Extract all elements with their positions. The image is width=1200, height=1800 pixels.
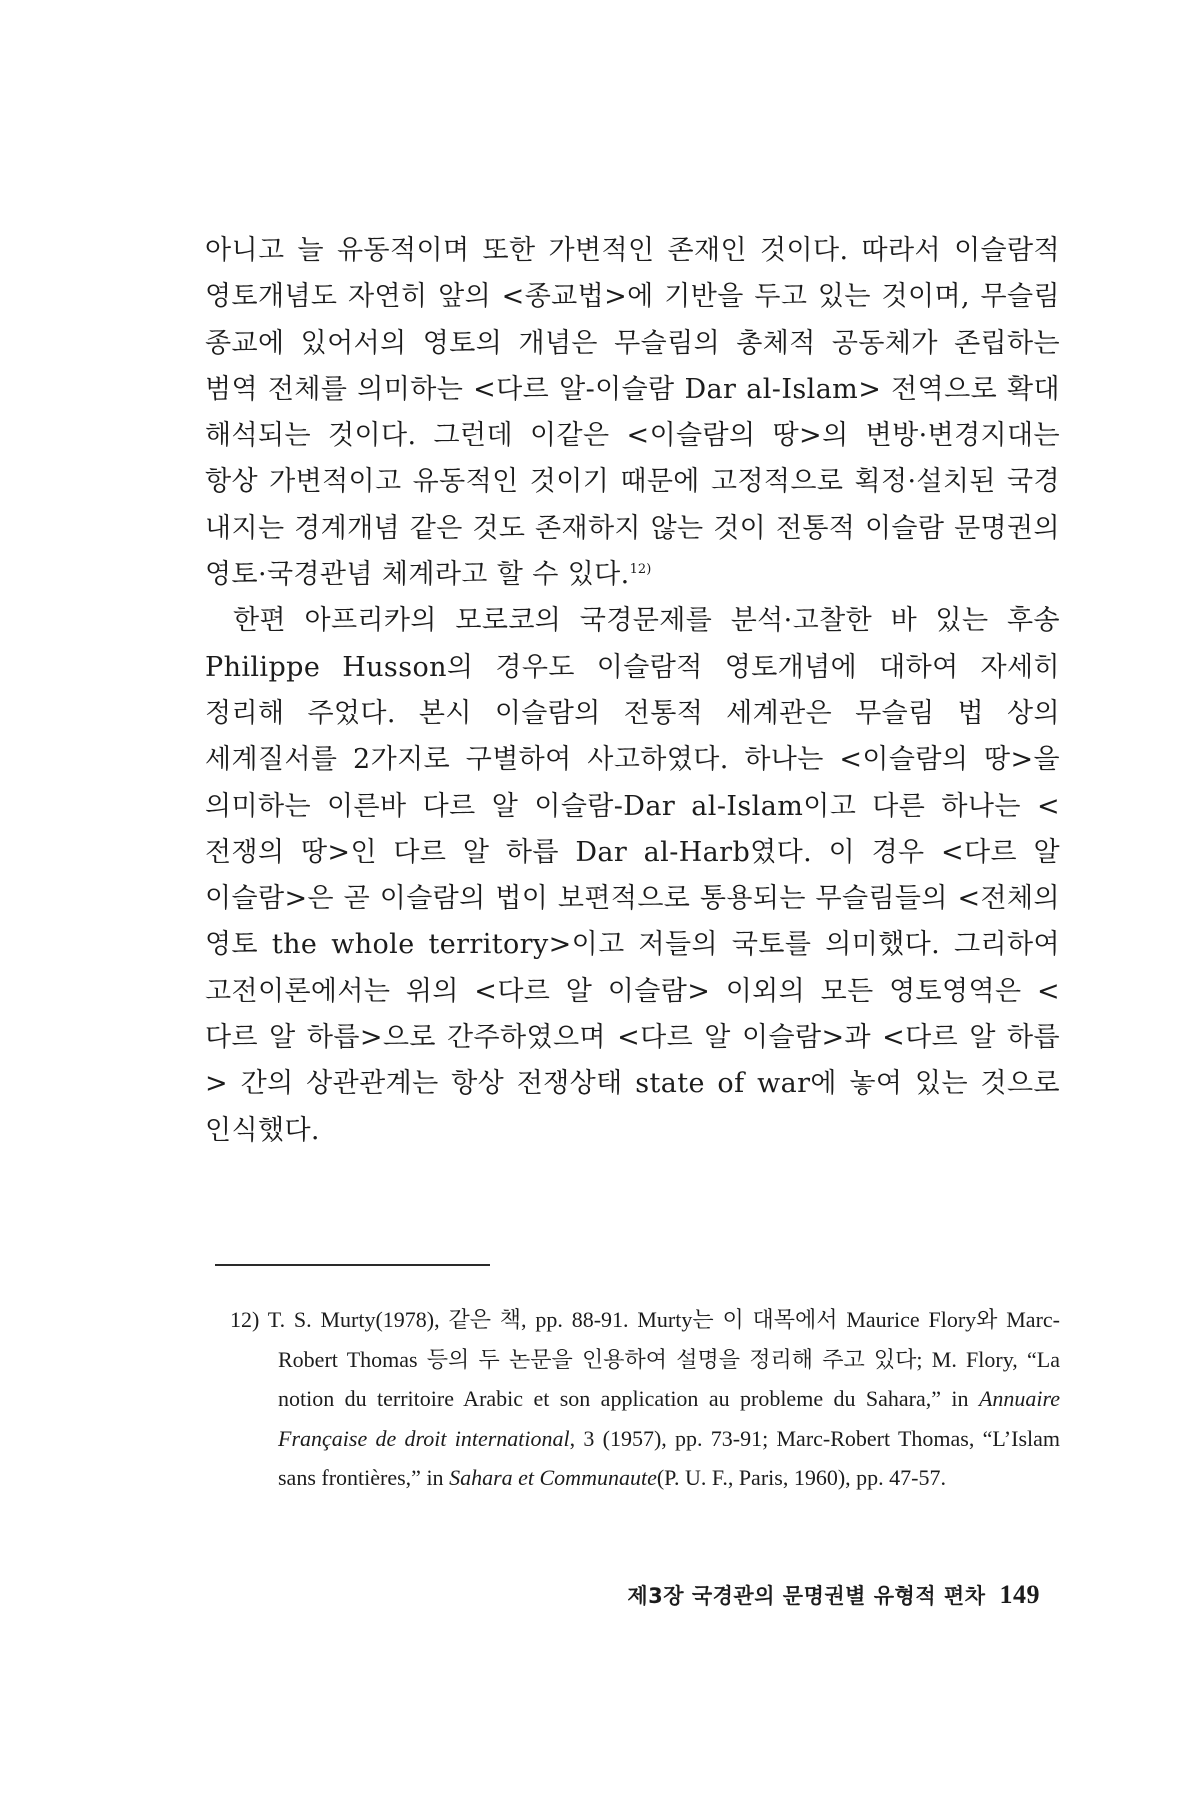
footnote-separator — [215, 1264, 490, 1266]
footnote-text-part2: , 3 (1957), pp. 73-91; Marc-Robert Thomas, “L’Islam sans frontières,” in — [278, 1425, 1061, 1490]
paragraph-2-text: 한편 아프리카의 모로코의 국경문제를 분석·고찰한 바 있는 후송 Philippe Husson의 경우도 이슬람적 영토개념에 대하여 자세히 정리해 주었다. 본시 이슬람의 전통적 세계관은 무슬림 법 상의 세계질서를 2가지로 구별하여 사고하였다. 하나는 <이슬람의 땅>을 의미하는 이른바 다르 알 이슬람-Dar al-Islam이고 다른 하나는 <전쟁의 땅>인 다르 알 하릅 Dar al-Harb였다. 이 경우 <다르 알 이슬람>은 곧 이슬람의 법이 보편적으로 통용되는 무슬림들의 <전체의 영토 the whole territory>이고 저들의 국토를 의미했다. 그리하여 고전이론에서는 위의 <다르 알 이슬람> 이외의 모든 영토영역은 <다르 알 하릅>으로 간주하였으며 <다르 알 이슬람>과 <다르 알 하릅> 간의 상관관계는 항상 전쟁상태 state of war에 놓여 있는 것으로 인식했다. — [205, 605, 1060, 1146]
footnote-book-title: Sahara et Communaute — [449, 1465, 657, 1490]
running-footer — [627, 1580, 1040, 1611]
paragraph-1 — [205, 228, 1060, 598]
paragraph-1-text: 아니고 늘 유동적이며 또한 가변적인 존재인 것이다. 따라서 이슬람적 영토개념도 자연히 앞의 <종교법>에 기반을 두고 있는 것이며, 무슬림 종교에 있어서의 영토의 개념은 무슬림의 총체적 공동체가 존립하는 범역 전체를 의미하는 <다르 알-이슬람 Dar al-Islam> 전역으로 확대 해석되는 것이다. 그런데 이같은 <이슬람의 땅>의 변방·변경지대는 항상 가변적이고 유동적인 것이기 때문에 고정적으로 획정·설치된 국경 내지는 경계개념 같은 것도 존재하지 않는 것이 전통적 이슬람 문명권의 영토·국경관념 체계라고 할 수 있다. — [205, 235, 1060, 591]
footnote-journal-title: Annuaire Française de droit international — [278, 1386, 1060, 1451]
footnote-text-part3: (P. U. F., Paris, 1960), pp. 47-57. — [656, 1465, 946, 1490]
paragraph-2 — [205, 598, 1060, 1154]
footnote-text-part1: T. S. Murty(1978), 같은 책, pp. 88-91. Murty는 이 대목에서 Maurice Flory와 Marc-Robert Thomas 등의 두 논문을 인용하여 설명을 정리해 주고 있다; M. Flory, “La notion du territoire Arabic et son application au probleme du Sahara,” in — [267, 1307, 1060, 1411]
footnote-reference[interactable]: 12) — [629, 562, 652, 578]
footnote-number: 12) — [230, 1307, 260, 1332]
chapter-title: 제3장 국경관의 문명권별 유형적 편차 — [627, 1584, 986, 1608]
footnotes — [230, 1300, 1060, 1498]
body-text — [205, 228, 1060, 1154]
footnote-12 — [230, 1300, 1060, 1498]
page-number: 149 — [999, 1580, 1040, 1609]
